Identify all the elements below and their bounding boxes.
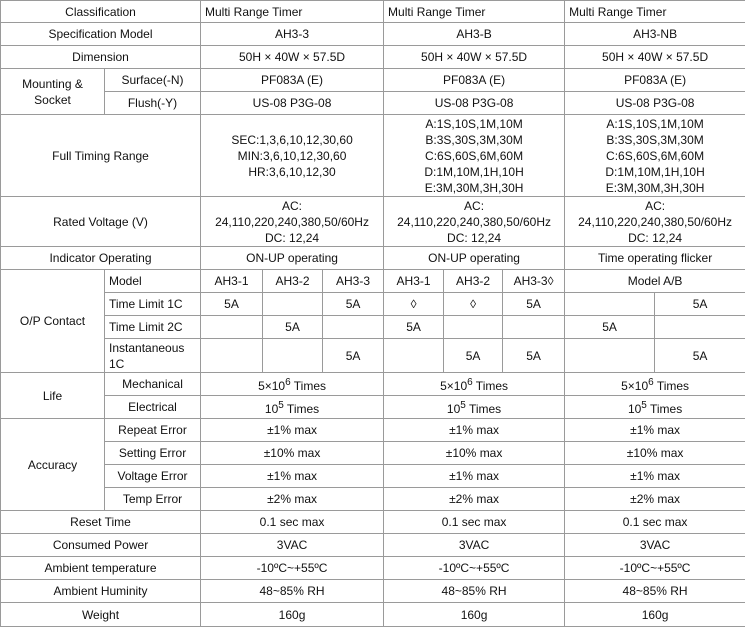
weight-ah3-nb: 160g bbox=[565, 603, 745, 627]
op-value-cell: 5A bbox=[323, 293, 384, 316]
weight-ah3-b: 160g bbox=[384, 603, 565, 627]
op-value-cell: 5A bbox=[503, 339, 565, 373]
consumed-power-label: Consumed Power bbox=[1, 534, 201, 557]
timing-line: B:3S,30S,3M,30M bbox=[567, 132, 743, 148]
op-value-cell bbox=[503, 316, 565, 339]
timing-line: MIN:3,6,10,12,30,60 bbox=[203, 148, 381, 164]
reset-time-ah3-3: 0.1 sec max bbox=[201, 511, 384, 534]
time-limit-1c-label: Time Limit 1C bbox=[105, 293, 201, 316]
timing-line: E:3M,30M,3H,30H bbox=[567, 180, 743, 196]
row-life-electrical bbox=[1, 396, 745, 419]
surface-ah3-b: PF083A (E) bbox=[384, 69, 565, 92]
voltage-ac-values: 24,110,220,240,380,50/60Hz bbox=[386, 214, 562, 230]
rated-voltage-label: Rated Voltage (V) bbox=[1, 197, 201, 247]
timing-line: A:1S,10S,1M,10M bbox=[567, 116, 743, 132]
ambient-temperature-ah3-b: -10ºC~+55ºC bbox=[384, 557, 565, 580]
indicator-ah3-b: ON-UP operating bbox=[384, 247, 565, 270]
op-value-cell bbox=[444, 316, 503, 339]
timing-range-ah3-nb bbox=[565, 115, 745, 197]
op-value-cell: 5A bbox=[503, 293, 565, 316]
row-time-limit-1c bbox=[1, 293, 745, 316]
timing-line: D:1M,10M,1H,10H bbox=[386, 164, 562, 180]
op-value-cell bbox=[565, 293, 655, 316]
op-model-cell: AH3-1 bbox=[201, 270, 263, 293]
mechanical-ah3-3: $5\times 10^6$ Times bbox=[201, 373, 384, 396]
op-value-cell bbox=[263, 293, 323, 316]
voltage-dc: DC: 12,24 bbox=[386, 230, 562, 246]
ambient-humidity-ah3-3: 48~85% RH bbox=[201, 580, 384, 603]
timing-line: E:3M,30M,3H,30H bbox=[386, 180, 562, 196]
weight-ah3-3: 160g bbox=[201, 603, 384, 627]
row-weight bbox=[1, 603, 745, 627]
spec-model-label: Specification Model bbox=[1, 23, 201, 46]
op-value-cell bbox=[201, 339, 263, 373]
timing-line: A:1S,10S,1M,10M bbox=[386, 116, 562, 132]
op-value-cell bbox=[263, 339, 323, 373]
row-indicator bbox=[1, 247, 745, 270]
op-model-cell: AH3-3◊ bbox=[503, 270, 565, 293]
electrical-ah3-3: $10^5$ Times bbox=[201, 396, 384, 419]
voltage-dc: DC: 12,24 bbox=[203, 230, 381, 246]
op-model-cell: AH3-2 bbox=[263, 270, 323, 293]
op-model-cell: AH3-3 bbox=[323, 270, 384, 293]
electrical-ah3-nb: $10^5$ Times bbox=[565, 396, 745, 419]
voltage-ac-label: AC: bbox=[386, 198, 562, 214]
electrical-ah3-b: $10^5$ Times bbox=[384, 396, 565, 419]
ambient-temperature-label: Ambient temperature bbox=[1, 557, 201, 580]
repeat-error-ah3-3: ±1% max bbox=[201, 419, 384, 442]
surface-label: Surface(-N) bbox=[105, 69, 201, 92]
voltage-ac-values: 24,110,220,240,380,50/60Hz bbox=[203, 214, 381, 230]
flush-ah3-3: US-08 P3G-08 bbox=[201, 92, 384, 115]
dimension-ah3-3: 50H × 40W × 57.5D bbox=[201, 46, 384, 69]
consumed-power-ah3-3: 3VAC bbox=[201, 534, 384, 557]
row-op-model bbox=[1, 270, 745, 293]
op-value-cell bbox=[323, 316, 384, 339]
timing-line: D:1M,10M,1H,10H bbox=[567, 164, 743, 180]
repeat-error-label: Repeat Error bbox=[105, 419, 201, 442]
op-model-cell: AH3-2 bbox=[444, 270, 503, 293]
time-limit-2c-label: Time Limit 2C bbox=[105, 316, 201, 339]
spec-model-ah3-nb: AH3-NB bbox=[565, 23, 745, 46]
row-mounting-surface bbox=[1, 69, 745, 92]
accuracy-label: Accuracy bbox=[1, 419, 105, 511]
timing-line: C:6S,60S,6M,60M bbox=[567, 148, 743, 164]
instantaneous-1c-label: Instantaneous 1C bbox=[105, 339, 201, 373]
row-voltage-error bbox=[1, 465, 745, 488]
op-value-cell bbox=[384, 339, 444, 373]
op-value-cell: 5A bbox=[655, 293, 745, 316]
voltage-ac-label: AC: bbox=[203, 198, 381, 214]
spec-model-ah3-b: AH3-B bbox=[384, 23, 565, 46]
mechanical-label: Mechanical bbox=[105, 373, 201, 396]
op-value-cell: 5A bbox=[444, 339, 503, 373]
dimension-label: Dimension bbox=[1, 46, 201, 69]
op-contact-label: O/P Contact bbox=[1, 270, 105, 373]
op-value-cell: 5A bbox=[565, 316, 655, 339]
rated-voltage-ah3-nb bbox=[565, 197, 745, 247]
voltage-ac-label: AC: bbox=[567, 198, 743, 214]
consumed-power-ah3-b: 3VAC bbox=[384, 534, 565, 557]
setting-error-ah3-3: ±10% max bbox=[201, 442, 384, 465]
setting-error-label: Setting Error bbox=[105, 442, 201, 465]
temp-error-label: Temp Error bbox=[105, 488, 201, 511]
reset-time-label: Reset Time bbox=[1, 511, 201, 534]
op-model-cell: AH3-1 bbox=[384, 270, 444, 293]
timing-range-ah3-3 bbox=[201, 115, 384, 197]
row-dimension bbox=[1, 46, 745, 69]
classification-ah3-3: Multi Range Timer bbox=[201, 1, 384, 23]
voltage-error-ah3-nb: ±1% max bbox=[565, 465, 745, 488]
electrical-label: Electrical bbox=[105, 396, 201, 419]
surface-ah3-nb: PF083A (E) bbox=[565, 69, 745, 92]
timing-line: SEC:1,3,6,10,12,30,60 bbox=[203, 132, 381, 148]
life-label: Life bbox=[1, 373, 105, 419]
op-value-cell bbox=[655, 316, 745, 339]
op-value-cell: ◊ bbox=[384, 293, 444, 316]
row-life-mechanical bbox=[1, 373, 745, 396]
mechanical-ah3-b: $5\times 10^6$ Times bbox=[384, 373, 565, 396]
row-time-limit-2c bbox=[1, 316, 745, 339]
ambient-humidity-ah3-nb: 48~85% RH bbox=[565, 580, 745, 603]
row-timing-range bbox=[1, 115, 745, 197]
voltage-error-ah3-3: ±1% max bbox=[201, 465, 384, 488]
dimension-ah3-b: 50H × 40W × 57.5D bbox=[384, 46, 565, 69]
setting-error-ah3-nb: ±10% max bbox=[565, 442, 745, 465]
timing-line: B:3S,30S,3M,30M bbox=[386, 132, 562, 148]
op-model-label: Model bbox=[105, 270, 201, 293]
temp-error-ah3-nb: ±2% max bbox=[565, 488, 745, 511]
classification-ah3-nb: Multi Range Timer bbox=[565, 1, 745, 23]
indicator-ah3-3: ON-UP operating bbox=[201, 247, 384, 270]
reset-time-ah3-b: 0.1 sec max bbox=[384, 511, 565, 534]
flush-label: Flush(-Y) bbox=[105, 92, 201, 115]
row-ambient-temperature bbox=[1, 557, 745, 580]
rated-voltage-ah3-3 bbox=[201, 197, 384, 247]
temp-error-ah3-3: ±2% max bbox=[201, 488, 384, 511]
consumed-power-ah3-nb: 3VAC bbox=[565, 534, 745, 557]
repeat-error-ah3-b: ±1% max bbox=[384, 419, 565, 442]
spec-model-ah3-3: AH3-3 bbox=[201, 23, 384, 46]
row-ambient-humidity bbox=[1, 580, 745, 603]
ambient-humidity-label: Ambient Huminity bbox=[1, 580, 201, 603]
ambient-temperature-ah3-3: -10ºC~+55ºC bbox=[201, 557, 384, 580]
ambient-temperature-ah3-nb: -10ºC~+55ºC bbox=[565, 557, 745, 580]
mounting-label: Mounting & Socket bbox=[1, 69, 105, 115]
row-mounting-flush bbox=[1, 92, 745, 115]
temp-error-ah3-b: ±2% max bbox=[384, 488, 565, 511]
mechanical-ah3-nb: $5\times 10^6$ Times bbox=[565, 373, 745, 396]
row-classification bbox=[1, 1, 745, 23]
timing-range-ah3-b bbox=[384, 115, 565, 197]
weight-label: Weight bbox=[1, 603, 201, 627]
row-temp-error bbox=[1, 488, 745, 511]
flush-ah3-nb: US-08 P3G-08 bbox=[565, 92, 745, 115]
surface-ah3-3: PF083A (E) bbox=[201, 69, 384, 92]
op-value-cell: 5A bbox=[384, 316, 444, 339]
dimension-ah3-nb: 50H × 40W × 57.5D bbox=[565, 46, 745, 69]
op-value-cell bbox=[565, 339, 655, 373]
voltage-error-ah3-b: ±1% max bbox=[384, 465, 565, 488]
row-repeat-error bbox=[1, 419, 745, 442]
row-reset-time bbox=[1, 511, 745, 534]
timing-line: C:6S,60S,6M,60M bbox=[386, 148, 562, 164]
indicator-ah3-nb: Time operating flicker bbox=[565, 247, 745, 270]
timing-range-label: Full Timing Range bbox=[1, 115, 201, 197]
repeat-error-ah3-nb: ±1% max bbox=[565, 419, 745, 442]
op-value-cell bbox=[201, 316, 263, 339]
op-value-cell: ◊ bbox=[444, 293, 503, 316]
classification-ah3-b: Multi Range Timer bbox=[384, 1, 565, 23]
voltage-error-label: Voltage Error bbox=[105, 465, 201, 488]
flush-ah3-b: US-08 P3G-08 bbox=[384, 92, 565, 115]
timing-line: HR:3,6,10,12,30 bbox=[203, 164, 381, 180]
voltage-ac-values: 24,110,220,240,380,50/60Hz bbox=[567, 214, 743, 230]
indicator-label: Indicator Operating bbox=[1, 247, 201, 270]
reset-time-ah3-nb: 0.1 sec max bbox=[565, 511, 745, 534]
rated-voltage-ah3-b bbox=[384, 197, 565, 247]
row-setting-error bbox=[1, 442, 745, 465]
op-value-cell: 5A bbox=[323, 339, 384, 373]
row-rated-voltage bbox=[1, 197, 745, 247]
row-spec-model bbox=[1, 23, 745, 46]
row-consumed-power bbox=[1, 534, 745, 557]
op-value-cell: 5A bbox=[201, 293, 263, 316]
op-value-cell: 5A bbox=[655, 339, 745, 373]
op-value-cell: 5A bbox=[263, 316, 323, 339]
setting-error-ah3-b: ±10% max bbox=[384, 442, 565, 465]
op-model-cell: Model A/B bbox=[565, 270, 745, 293]
row-instantaneous-1c bbox=[1, 339, 745, 373]
ambient-humidity-ah3-b: 48~85% RH bbox=[384, 580, 565, 603]
voltage-dc: DC: 12,24 bbox=[567, 230, 743, 246]
classification-label: Classification bbox=[1, 1, 201, 23]
